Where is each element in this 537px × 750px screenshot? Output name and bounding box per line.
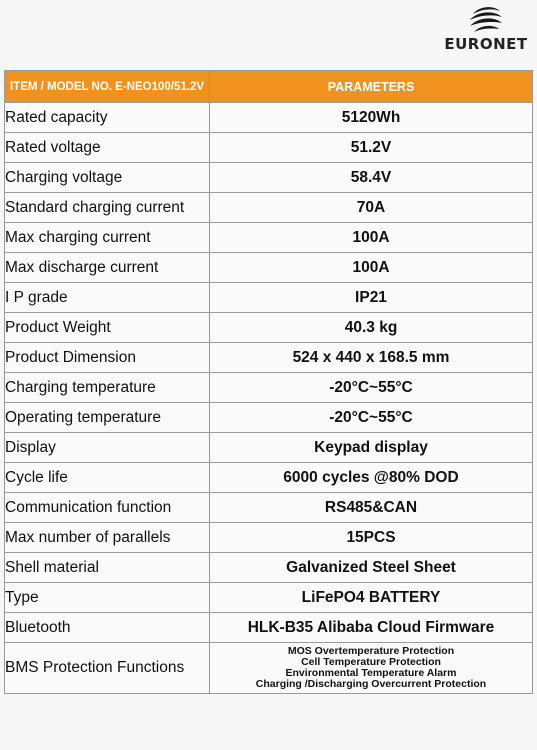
table-row xyxy=(5,283,533,313)
row-label: I P grade xyxy=(5,283,210,313)
row-value: HLK-B35 Alibaba Cloud Firmware xyxy=(210,613,533,643)
table-row xyxy=(5,343,533,373)
brand-logo xyxy=(439,4,533,54)
row-value-bms xyxy=(210,643,533,694)
table-row xyxy=(5,583,533,613)
row-value: LiFePO4 BATTERY xyxy=(210,583,533,613)
table-row xyxy=(5,193,533,223)
table-row xyxy=(5,463,533,493)
row-label: Rated capacity xyxy=(5,103,210,133)
row-value: IP21 xyxy=(210,283,533,313)
table-row xyxy=(5,433,533,463)
row-value: -20°C~55°C xyxy=(210,373,533,403)
bms-line: Charging /Discharging Overcurrent Protection xyxy=(255,678,487,690)
header-parameters: PARAMETERS xyxy=(210,71,533,103)
row-value: 51.2V xyxy=(210,133,533,163)
row-value: Galvanized Steel Sheet xyxy=(210,553,533,583)
table-row xyxy=(5,493,533,523)
row-value: 40.3 kg xyxy=(210,313,533,343)
table-row xyxy=(5,163,533,193)
row-label: Product Dimension xyxy=(5,343,210,373)
bms-lines xyxy=(210,646,532,690)
row-label: Cycle life xyxy=(5,463,210,493)
row-value: RS485&CAN xyxy=(210,493,533,523)
row-value: 58.4V xyxy=(210,163,533,193)
row-label: Bluetooth xyxy=(5,613,210,643)
table-header-row xyxy=(5,71,533,103)
table-row xyxy=(5,133,533,163)
row-label: Max discharge current xyxy=(5,253,210,283)
row-label: Rated voltage xyxy=(5,133,210,163)
row-label: Standard charging current xyxy=(5,193,210,223)
row-value: -20°C~55°C xyxy=(210,403,533,433)
row-label: Operating temperature xyxy=(5,403,210,433)
spec-table-body xyxy=(5,103,533,694)
row-value: Keypad display xyxy=(210,433,533,463)
table-row xyxy=(5,613,533,643)
row-label: Max charging current xyxy=(5,223,210,253)
row-label: Max number of parallels xyxy=(5,523,210,553)
table-row xyxy=(5,373,533,403)
spec-table xyxy=(4,70,533,694)
row-value: 100A xyxy=(210,223,533,253)
row-label: Charging temperature xyxy=(5,373,210,403)
row-label: Type xyxy=(5,583,210,613)
bms-line: MOS Overtemperature Protection xyxy=(287,645,455,657)
row-label: Charging voltage xyxy=(5,163,210,193)
row-label: Product Weight xyxy=(5,313,210,343)
row-value: 15PCS xyxy=(210,523,533,553)
table-row xyxy=(5,253,533,283)
row-value: 5120Wh xyxy=(210,103,533,133)
row-value: 70A xyxy=(210,193,533,223)
table-row xyxy=(5,103,533,133)
row-value: 6000 cycles @80% DOD xyxy=(210,463,533,493)
bms-line: Environmental Temperature Alarm xyxy=(285,667,457,679)
row-label: BMS Protection Functions xyxy=(5,643,210,694)
brand-name: EURONET xyxy=(444,35,528,53)
bms-line: Cell Temperature Protection xyxy=(301,656,441,668)
table-row-bms xyxy=(5,643,533,694)
globe-swoosh-icon xyxy=(467,4,503,36)
row-label: Communication function xyxy=(5,493,210,523)
row-value: 524 x 440 x 168.5 mm xyxy=(210,343,533,373)
row-label: Display xyxy=(5,433,210,463)
table-row xyxy=(5,403,533,433)
row-label: Shell material xyxy=(5,553,210,583)
row-value: 100A xyxy=(210,253,533,283)
table-row xyxy=(5,223,533,253)
table-row xyxy=(5,553,533,583)
table-row xyxy=(5,523,533,553)
table-row xyxy=(5,313,533,343)
header-item-model: ITEM / MODEL NO. E-NEO100/51.2V xyxy=(5,71,210,103)
